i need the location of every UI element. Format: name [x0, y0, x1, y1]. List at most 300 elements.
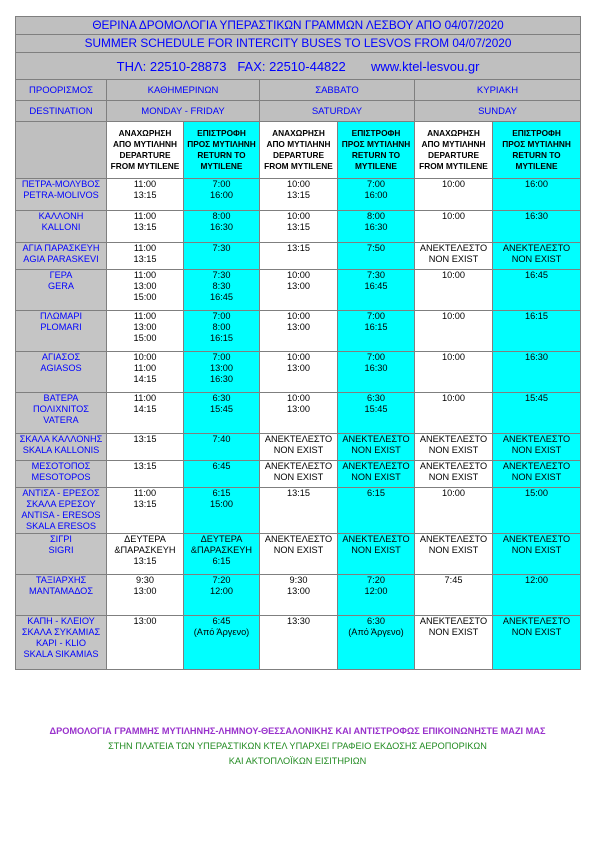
schedule-cell [338, 534, 415, 575]
cell-line: 7:00 [367, 311, 385, 321]
cell-line: 13:15 [133, 461, 157, 471]
cell-line: GERA [47, 281, 75, 291]
schedule-cell [260, 270, 338, 311]
destination-header-en: DESTINATION [16, 101, 107, 122]
schedule-cell [493, 393, 581, 434]
route-destination [16, 311, 107, 352]
cell-line: KALLONI [41, 222, 81, 232]
cell-line: 8:30 [212, 281, 231, 291]
schedule-cell [107, 179, 184, 211]
schedule-cell [184, 352, 260, 393]
cell-line: 16:00 [364, 190, 388, 200]
cell-line: NON EXIST [351, 545, 401, 555]
cell-line: 7:30 [367, 270, 385, 280]
cell-line: 16:30 [364, 363, 388, 373]
cell-line: 13:15 [287, 222, 310, 232]
saturday-header-en: SATURDAY [260, 101, 415, 122]
cell-line: ΑΠΟ ΜΥΤΙΛΗΝΗ [421, 139, 486, 149]
cell-line: 7:00 [212, 352, 231, 362]
cell-line: ΑΓΙΑ ΠΑΡΑΣΚΕΥΗ [22, 243, 100, 253]
schedule-cell [415, 179, 493, 211]
schedule-cell [260, 488, 338, 534]
cell-line: 16:45 [525, 270, 549, 280]
cell-line: SKALA KALLONIS [22, 445, 100, 455]
schedule-cell [338, 461, 415, 488]
cell-line: 9:30 [289, 575, 308, 585]
schedule-cell [415, 211, 493, 243]
schedule-cell [107, 211, 184, 243]
cell-line: ΑΝΕΚΤΕΛΕΣΤΟ [502, 461, 571, 471]
cell-line: SKALA SIKAMIAS [23, 649, 99, 659]
cell-line: 7:20 [367, 575, 385, 585]
route-destination [16, 461, 107, 488]
cell-line: 13:00 [287, 281, 310, 291]
cell-line: NON EXIST [273, 545, 324, 555]
cell-line: 11:00 [133, 488, 157, 498]
cell-line: ΑΝΕΚΤΕΛΕΣΤΟ [419, 434, 488, 444]
cell-line: 7:45 [444, 575, 463, 585]
cell-line: ΑΠΟ ΜΥΤΙΛΗΝΗ [112, 139, 178, 149]
cell-line: 11:00 [133, 211, 157, 221]
cell-line: 13:00 [133, 586, 157, 596]
cell-line: 7:00 [367, 179, 385, 189]
schedule-cell [260, 179, 338, 211]
cell-line: 6:15 [367, 488, 385, 498]
departure-header [107, 122, 184, 179]
cell-line: 13:00 [133, 281, 157, 291]
cell-line: 16:45 [364, 281, 388, 291]
cell-line: ΠΛΩΜΑΡΙ [39, 311, 83, 321]
route-destination [16, 616, 107, 670]
cell-line: &ΠΑΡΑΣΚΕΥΗ [190, 545, 253, 555]
cell-line: ΜΕΣΟΤΟΠΟΣ [31, 461, 91, 471]
cell-line: ΑΝΑΧΩΡΗΣΗ [118, 128, 172, 138]
departure-header [260, 122, 338, 179]
cell-line: 10:00 [287, 393, 310, 403]
departure-header [415, 122, 493, 179]
schedule-cell [184, 270, 260, 311]
cell-line: DEPARTURE [119, 150, 171, 160]
cell-line: ΑΝΕΚΤΕΛΕΣΤΟ [502, 616, 571, 626]
cell-line: NON EXIST [273, 472, 324, 482]
cell-line: ΣΚΑΛΑ ΚΑΛΛΟΝΗΣ [19, 434, 103, 444]
footer-notes [15, 724, 580, 769]
cell-line: ΒΑΤΕΡΑ [43, 393, 79, 403]
cell-line: 16:15 [364, 322, 388, 332]
cell-line: 7:30 [212, 243, 231, 253]
cell-line: VATERA [43, 415, 79, 425]
cell-line: DEPARTURE [427, 150, 479, 160]
schedule-cell [415, 434, 493, 461]
footer-line-1: ΔΡΟΜΟΛΟΓΙΑ ΓΡΑΜΜΗΣ ΜΥΤΙΛΗΝΗΣ-ΛΗΜΝΟΥ-ΘΕΣΣΑΛΟΝΙΚΗΣ ΚΑΙ ΑΝΤΙΣΤΡΟΦΩΣ ΕΠΙΚΟΙΝΩΝΗΣΤΕ ΜΑΖΙ ΜΑΣ [49, 726, 546, 736]
cell-line: ΔΕΥΤΕΡΑ [200, 534, 243, 544]
cell-line: 13:15 [133, 499, 157, 509]
route-destination [16, 575, 107, 616]
cell-line: ΜΑΝΤΑΜΑΔΟΣ [28, 586, 94, 596]
cell-line: ΑΝΕΚΤΕΛΕΣΤΟ [502, 534, 571, 544]
schedule-cell [107, 270, 184, 311]
schedule-cell [184, 179, 260, 211]
cell-line: ΑΝΕΚΤΕΛΕΣΤΟ [419, 461, 488, 471]
cell-line: 16:30 [525, 352, 549, 362]
schedule-cell [184, 211, 260, 243]
cell-line: 13:00 [133, 616, 157, 626]
cell-line: ΚΑΛΛΟΝΗ [38, 211, 84, 221]
schedule-cell [260, 434, 338, 461]
cell-line: ΕΠΙΣΤΡΟΦΗ [351, 128, 401, 138]
schedule-cell [338, 488, 415, 534]
route-row [16, 575, 581, 616]
cell-line: MESOTOPOS [31, 472, 91, 482]
cell-line: 6:15 [212, 488, 231, 498]
schedule-cell [415, 352, 493, 393]
cell-line: ΠΟΛΙΧΝΙΤΟΣ [33, 404, 89, 414]
cell-line: 6:45 [212, 461, 231, 471]
title-greek: ΘΕΡΙΝΑ ΔΡΟΜΟΛΟΓΙΑ ΥΠΕΡΑΣΤΙΚΩΝ ΓΡΑΜΜΩΝ ΛΕΣΒΟΥ ΑΠΟ 04/07/2020 [16, 17, 581, 35]
cell-line: 15:45 [525, 393, 549, 403]
schedule-cell [184, 461, 260, 488]
schedule-cell [107, 434, 184, 461]
cell-line: 10:00 [287, 270, 310, 280]
cell-line: 10:00 [442, 393, 465, 403]
schedule-cell [493, 434, 581, 461]
cell-line: ΣΙΓΡΙ [50, 534, 72, 544]
cell-line: ΣΚΑΛΑ ΕΡΕΣΟΥ [26, 499, 96, 509]
cell-line: ΓΕΡΑ [49, 270, 73, 280]
cell-line: NON EXIST [273, 445, 324, 455]
cell-line: 15:45 [364, 404, 388, 414]
cell-line: RETURN TO [351, 150, 401, 160]
schedule-cell [415, 461, 493, 488]
cell-line: MYTILENE [355, 161, 397, 171]
cell-line: FROM MYTILENE [419, 161, 488, 171]
cell-line: ΣΚΑΛΑ ΣΥΚΑΜΙΑΣ [21, 627, 101, 637]
schedule-cell [107, 575, 184, 616]
cell-line: 6:15 [212, 556, 231, 566]
cell-line: 6:45 [212, 616, 231, 626]
schedule-cell [260, 461, 338, 488]
schedule-cell [107, 311, 184, 352]
route-row [16, 461, 581, 488]
schedule-cell [184, 311, 260, 352]
cell-line: 13:15 [133, 556, 157, 566]
cell-line: ΕΠΙΣΤΡΟΦΗ [512, 128, 561, 138]
cell-line: 16:00 [210, 190, 233, 200]
cell-line: ΑΝΤΙΣΑ - ΕΡΕΣΟΣ [22, 488, 100, 498]
cell-line: SIGRI [48, 545, 74, 555]
return-header [493, 122, 581, 179]
cell-line: 15:45 [210, 404, 233, 414]
schedule-cell [260, 575, 338, 616]
cell-line: ΤΑΞΙΑΡΧΗΣ [35, 575, 87, 585]
cell-line: 6:30 [367, 393, 385, 403]
schedule-cell [338, 434, 415, 461]
cell-line: ΑΝΕΚΤΕΛΕΣΤΟ [419, 616, 488, 626]
schedule-cell [260, 393, 338, 434]
return-header [338, 122, 415, 179]
schedule-cell [107, 616, 184, 670]
weekday-header-en: MONDAY - FRIDAY [107, 101, 260, 122]
return-header [184, 122, 260, 179]
cell-line: ΑΝΕΚΤΕΛΕΣΤΟ [502, 434, 571, 444]
saturday-header-gr: ΣΑΒΒΑΤΟ [260, 80, 415, 101]
route-destination [16, 243, 107, 270]
cell-line: 10:00 [442, 211, 465, 221]
cell-line: 10:00 [442, 311, 465, 321]
cell-line: ΚΑΠΗ - ΚΛΕΙΟΥ [27, 616, 95, 626]
schedule-cell [493, 461, 581, 488]
cell-line: 10:00 [442, 270, 465, 280]
route-row [16, 393, 581, 434]
cell-line: 10:00 [287, 311, 310, 321]
schedule-cell [415, 243, 493, 270]
cell-line: 13:15 [287, 488, 310, 498]
cell-line: 8:00 [212, 322, 231, 332]
schedule-cell [338, 393, 415, 434]
schedule-cell [338, 616, 415, 670]
cell-line: FROM MYTILENE [264, 161, 333, 171]
cell-line: 14:15 [133, 374, 157, 384]
footer-line-3: ΚΑΙ ΑΚΤΟΠΛΟΪΚΩΝ ΕΙΣΙΤΗΡΙΩΝ [228, 756, 367, 766]
schedule-cell [260, 211, 338, 243]
cell-line: ΑΝΑΧΩΡΗΣΗ [427, 128, 480, 138]
schedule-cell [184, 488, 260, 534]
destination-subheader-blank [16, 122, 107, 179]
cell-line: 7:50 [367, 243, 385, 253]
cell-line: ΠΡΟΣ ΜΥΤΙΛΗΝΗ [341, 139, 411, 149]
schedule-cell [493, 179, 581, 211]
schedule-cell [260, 534, 338, 575]
cell-line: RETURN TO [197, 150, 246, 160]
cell-line: NON EXIST [511, 627, 562, 637]
cell-line: PLOMARI [40, 322, 82, 332]
cell-line: 7:00 [212, 179, 231, 189]
schedule-cell [338, 211, 415, 243]
cell-line: ΑΝΕΚΤΕΛΕΣΤΟ [342, 434, 410, 444]
cell-line: 6:30 [212, 393, 231, 403]
cell-line: ΑΝΕΚΤΕΛΕΣΤΟ [502, 243, 571, 253]
route-row [16, 352, 581, 393]
cell-line: NON EXIST [428, 627, 479, 637]
schedule-cell [415, 488, 493, 534]
schedule-cell [184, 393, 260, 434]
title-english: SUMMER SCHEDULE FOR INTERCITY BUSES TO LESVOS FROM 04/07/2020 [16, 35, 581, 53]
cell-line: 10:00 [287, 179, 310, 189]
cell-line: 10:00 [442, 488, 465, 498]
schedule-cell [415, 311, 493, 352]
cell-line: ΑΝΕΚΤΕΛΕΣΤΟ [419, 243, 488, 253]
schedule-cell [107, 352, 184, 393]
cell-line: 13:00 [287, 586, 310, 596]
cell-line: &ΠΑΡΑΣΚΕΥΗ [114, 545, 176, 555]
schedule-cell [338, 352, 415, 393]
cell-line: 16:15 [210, 333, 233, 343]
schedule-cell [260, 352, 338, 393]
contact-line: ΤΗΛ: 22510-28873 FAX: 22510-44822 www.ktel-lesvou.gr [16, 53, 581, 80]
route-row [16, 534, 581, 575]
cell-line: 11:00 [133, 393, 157, 403]
cell-line: 7:40 [212, 434, 231, 444]
cell-line: RETURN TO [512, 150, 561, 160]
schedule-cell [184, 534, 260, 575]
cell-line: ΑΝΕΚΤΕΛΕΣΤΟ [342, 461, 410, 471]
schedule-cell [493, 270, 581, 311]
cell-line: ΑΝΕΚΤΕΛΕΣΤΟ [264, 534, 333, 544]
schedule-cell [184, 243, 260, 270]
cell-line: (Από Άργενο) [193, 627, 250, 637]
schedule-cell [415, 534, 493, 575]
cell-line: ΠΡΟΣ ΜΥΤΙΛΗΝΗ [187, 139, 256, 149]
schedule-cell [107, 461, 184, 488]
route-destination [16, 179, 107, 211]
route-destination [16, 352, 107, 393]
cell-line: DEPARTURE [272, 150, 324, 160]
cell-line: 15:00 [210, 499, 233, 509]
cell-line: NON EXIST [351, 472, 401, 482]
cell-line: 8:00 [367, 211, 385, 221]
schedule-cell [260, 243, 338, 270]
cell-line: 11:00 [133, 243, 157, 253]
cell-line: 13:00 [287, 322, 310, 332]
schedule-cell [184, 434, 260, 461]
cell-line: NON EXIST [511, 545, 562, 555]
cell-line: ΑΝΑΧΩΡΗΣΗ [272, 128, 325, 138]
cell-line: 12:00 [364, 586, 388, 596]
schedule-cell [107, 488, 184, 534]
cell-line: 15:00 [525, 488, 549, 498]
cell-line: NON EXIST [511, 445, 562, 455]
schedule-cell [415, 393, 493, 434]
route-row [16, 179, 581, 211]
cell-line: 11:00 [133, 270, 157, 280]
cell-line: 13:00 [210, 363, 233, 373]
cell-line: ΕΠΙΣΤΡΟΦΗ [197, 128, 246, 138]
cell-line: ΔΕΥΤΕΡΑ [124, 534, 166, 544]
schedule-cell [338, 311, 415, 352]
cell-line: NON EXIST [428, 472, 479, 482]
route-row [16, 616, 581, 670]
route-destination [16, 211, 107, 243]
route-row [16, 311, 581, 352]
cell-line: 13:15 [287, 243, 310, 253]
cell-line: 16:45 [210, 292, 233, 302]
destination-header-gr: ΠΡΟΟΡΙΣΜΟΣ [16, 80, 107, 101]
cell-line: AGIASOS [40, 363, 82, 373]
cell-line: 16:30 [364, 222, 388, 232]
route-destination [16, 434, 107, 461]
cell-line: ANTISA - ERESOS [21, 510, 101, 520]
schedule-cell [493, 534, 581, 575]
schedule-table [15, 16, 581, 670]
cell-line: 13:15 [133, 254, 157, 264]
cell-line: (Από Άργενο) [348, 627, 404, 637]
cell-line: 10:00 [133, 352, 157, 362]
schedule-cell [107, 393, 184, 434]
route-destination [16, 393, 107, 434]
schedule-cell [184, 575, 260, 616]
cell-line: 16:00 [525, 179, 549, 189]
cell-line: 10:00 [287, 211, 310, 221]
cell-line: NON EXIST [428, 545, 479, 555]
route-destination [16, 270, 107, 311]
sunday-header-en: SUNDAY [415, 101, 581, 122]
cell-line: 13:00 [133, 322, 157, 332]
route-destination [16, 488, 107, 534]
schedule-cell [493, 352, 581, 393]
cell-line: 13:15 [133, 190, 157, 200]
cell-line: ΠΕΤΡΑ-ΜΟΛΥΒΟΣ [21, 179, 101, 189]
route-row [16, 243, 581, 270]
schedule-cell [338, 179, 415, 211]
weekday-header-gr: ΚΑΘΗΜΕΡΙΝΩΝ [107, 80, 260, 101]
schedule-cell [260, 311, 338, 352]
route-row [16, 488, 581, 534]
cell-line: 10:00 [442, 352, 465, 362]
schedule-cell [107, 534, 184, 575]
cell-line: 16:30 [525, 211, 549, 221]
footer-line-2: ΣΤΗΝ ΠΛΑΤΕΙΑ ΤΩΝ ΥΠΕΡΑΣΤΙΚΩΝ ΚΤΕΛ ΥΠΑΡΧΕΙ ΓΡΑΦΕΙΟ ΕΚΔΟΣΗΣ ΑΕΡΟΠΟΡΙΚΩΝ [108, 741, 487, 751]
schedule-cell [107, 243, 184, 270]
cell-line: FROM MYTILENE [110, 161, 180, 171]
schedule-cell [415, 270, 493, 311]
cell-line: 15:00 [133, 292, 157, 302]
cell-line: 13:15 [133, 222, 157, 232]
cell-line: NON EXIST [428, 445, 479, 455]
cell-line: ΑΝΕΚΤΕΛΕΣΤΟ [264, 461, 333, 471]
cell-line: NON EXIST [428, 254, 479, 264]
route-row [16, 434, 581, 461]
cell-line: ΠΡΟΣ ΜΥΤΙΛΗΝΗ [502, 139, 571, 149]
schedule-cell [415, 616, 493, 670]
cell-line: 12:00 [210, 586, 233, 596]
cell-line: 13:00 [287, 363, 310, 373]
cell-line: NON EXIST [511, 254, 562, 264]
schedule-cell [338, 575, 415, 616]
schedule-cell [415, 575, 493, 616]
schedule-cell [493, 616, 581, 670]
schedule-cell [338, 270, 415, 311]
route-row [16, 270, 581, 311]
cell-line: ΑΝΕΚΤΕΛΕΣΤΟ [419, 534, 488, 544]
cell-line: 10:00 [442, 179, 465, 189]
cell-line: 16:30 [210, 374, 233, 384]
cell-line: 6:30 [367, 616, 385, 626]
cell-line: ΑΠΟ ΜΥΤΙΛΗΝΗ [266, 139, 331, 149]
cell-line: 8:00 [212, 211, 231, 221]
cell-line: 7:30 [212, 270, 231, 280]
cell-line: ΑΝΕΚΤΕΛΕΣΤΟ [342, 534, 410, 544]
cell-line: ΑΝΕΚΤΕΛΕΣΤΟ [264, 434, 333, 444]
cell-line: 13:15 [287, 190, 310, 200]
schedule-cell [493, 243, 581, 270]
schedule-cell [493, 488, 581, 534]
cell-line: 7:00 [212, 311, 231, 321]
cell-line: 14:15 [133, 404, 157, 414]
sunday-header-gr: ΚΥΡΙΑΚΗ [415, 80, 581, 101]
schedule-cell [184, 616, 260, 670]
schedule-cell [493, 311, 581, 352]
cell-line: 13:30 [287, 616, 310, 626]
route-row [16, 211, 581, 243]
schedule-cell [338, 243, 415, 270]
cell-line: 10:00 [287, 352, 310, 362]
cell-line: 11:00 [133, 311, 157, 321]
cell-line: 16:30 [210, 222, 233, 232]
cell-line: 13:15 [133, 434, 157, 444]
cell-line: PETRA-MOLIVOS [23, 190, 99, 200]
schedule-cell [493, 575, 581, 616]
cell-line: 11:00 [133, 363, 157, 373]
